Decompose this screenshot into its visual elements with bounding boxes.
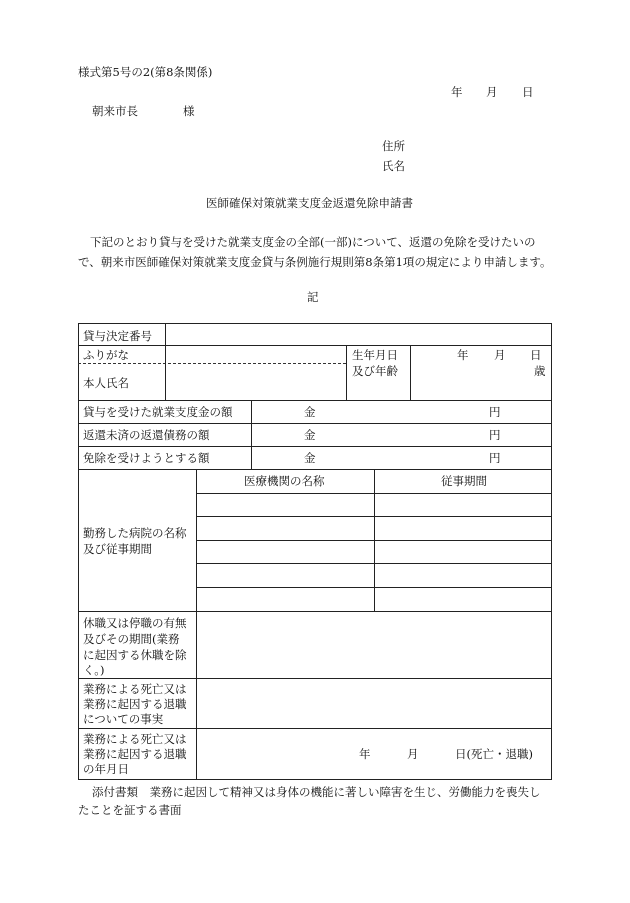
- amount-row-suffix: 円: [489, 428, 501, 442]
- birth-month-label: 月: [494, 348, 506, 362]
- death-fact-label-line: についての事実: [83, 712, 164, 726]
- amount-row-label: 免除を受けようとする額: [83, 451, 210, 465]
- death-month-label: 月: [407, 747, 419, 761]
- form-number: 様式第5号の2(第8条関係): [78, 65, 213, 79]
- birth-day-label: 日: [530, 348, 542, 362]
- death-date-label-line: 業務に起因する退職: [83, 747, 187, 761]
- body-line-1: 下記のとおり貸与を受けた就業支度金の全部(一部)について、返還の免除を受けたいの: [90, 235, 536, 249]
- leave-label-line: 及びその期間(業務: [83, 632, 180, 646]
- death-fact-label-line: 業務に起因する退職: [83, 697, 187, 711]
- period-header: 従事期間: [441, 474, 487, 488]
- institution-header: 医療機関の名称: [244, 474, 325, 488]
- amount-row-label: 返還未済の返還債務の額: [83, 428, 210, 442]
- amount-row-suffix: 円: [489, 405, 501, 419]
- death-day-label: 日(死亡・退職): [455, 747, 533, 761]
- leave-label-line: く。): [83, 663, 105, 677]
- honorific: 様: [183, 104, 195, 118]
- attachment-line-1: 添付書類 業務に起因して精神又は身体の機能に著しい障害を生じ、労働能力を喪失し: [92, 785, 541, 799]
- date-day-label: 日: [522, 85, 534, 99]
- attachment-line-2: たことを証する書面: [78, 803, 182, 817]
- date-year-label: 年: [451, 85, 463, 99]
- death-date-label-line: の年月日: [83, 762, 129, 776]
- death-date-label-line: 業務による死亡又は: [83, 732, 187, 746]
- birth-year-label: 年: [457, 348, 469, 362]
- loan-decision-number-label: 貸与決定番号: [83, 329, 152, 343]
- amount-row-label: 貸与を受けた就業支度金の額: [83, 405, 233, 419]
- applicant-name-label: 本人氏名: [83, 376, 129, 390]
- document-title: 医師確保対策就業支度金返還免除申請書: [206, 196, 413, 210]
- age-unit-label: 歳: [534, 364, 546, 378]
- address-label: 住所: [382, 139, 405, 153]
- furigana-label: ふりがな: [83, 348, 129, 362]
- amount-row-suffix: 円: [489, 451, 501, 465]
- birth-label-2: 及び年齢: [352, 364, 398, 378]
- birth-label-1: 生年月日: [352, 348, 398, 362]
- hospital-label-1: 勤務した病院の名称: [83, 526, 187, 540]
- amount-row-prefix: 金: [304, 428, 316, 442]
- amount-row-prefix: 金: [304, 405, 316, 419]
- death-year-label: 年: [359, 747, 371, 761]
- body-line-2: で、朝来市医師確保対策就業支度金貸与条例施行規則第8条第1項の規定により申請します。: [78, 255, 552, 269]
- amount-row-prefix: 金: [304, 451, 316, 465]
- name-label: 氏名: [382, 159, 405, 173]
- hospital-label-2: 及び従事期間: [83, 542, 152, 556]
- date-month-label: 月: [486, 85, 498, 99]
- death-fact-label-line: 業務による死亡又は: [83, 682, 187, 696]
- addressee: 朝来市長: [92, 104, 138, 118]
- leave-label-line: 休職又は停職の有無: [83, 616, 187, 630]
- leave-label-line: に起因する休職を除: [83, 648, 187, 662]
- ki-label: 記: [307, 290, 319, 304]
